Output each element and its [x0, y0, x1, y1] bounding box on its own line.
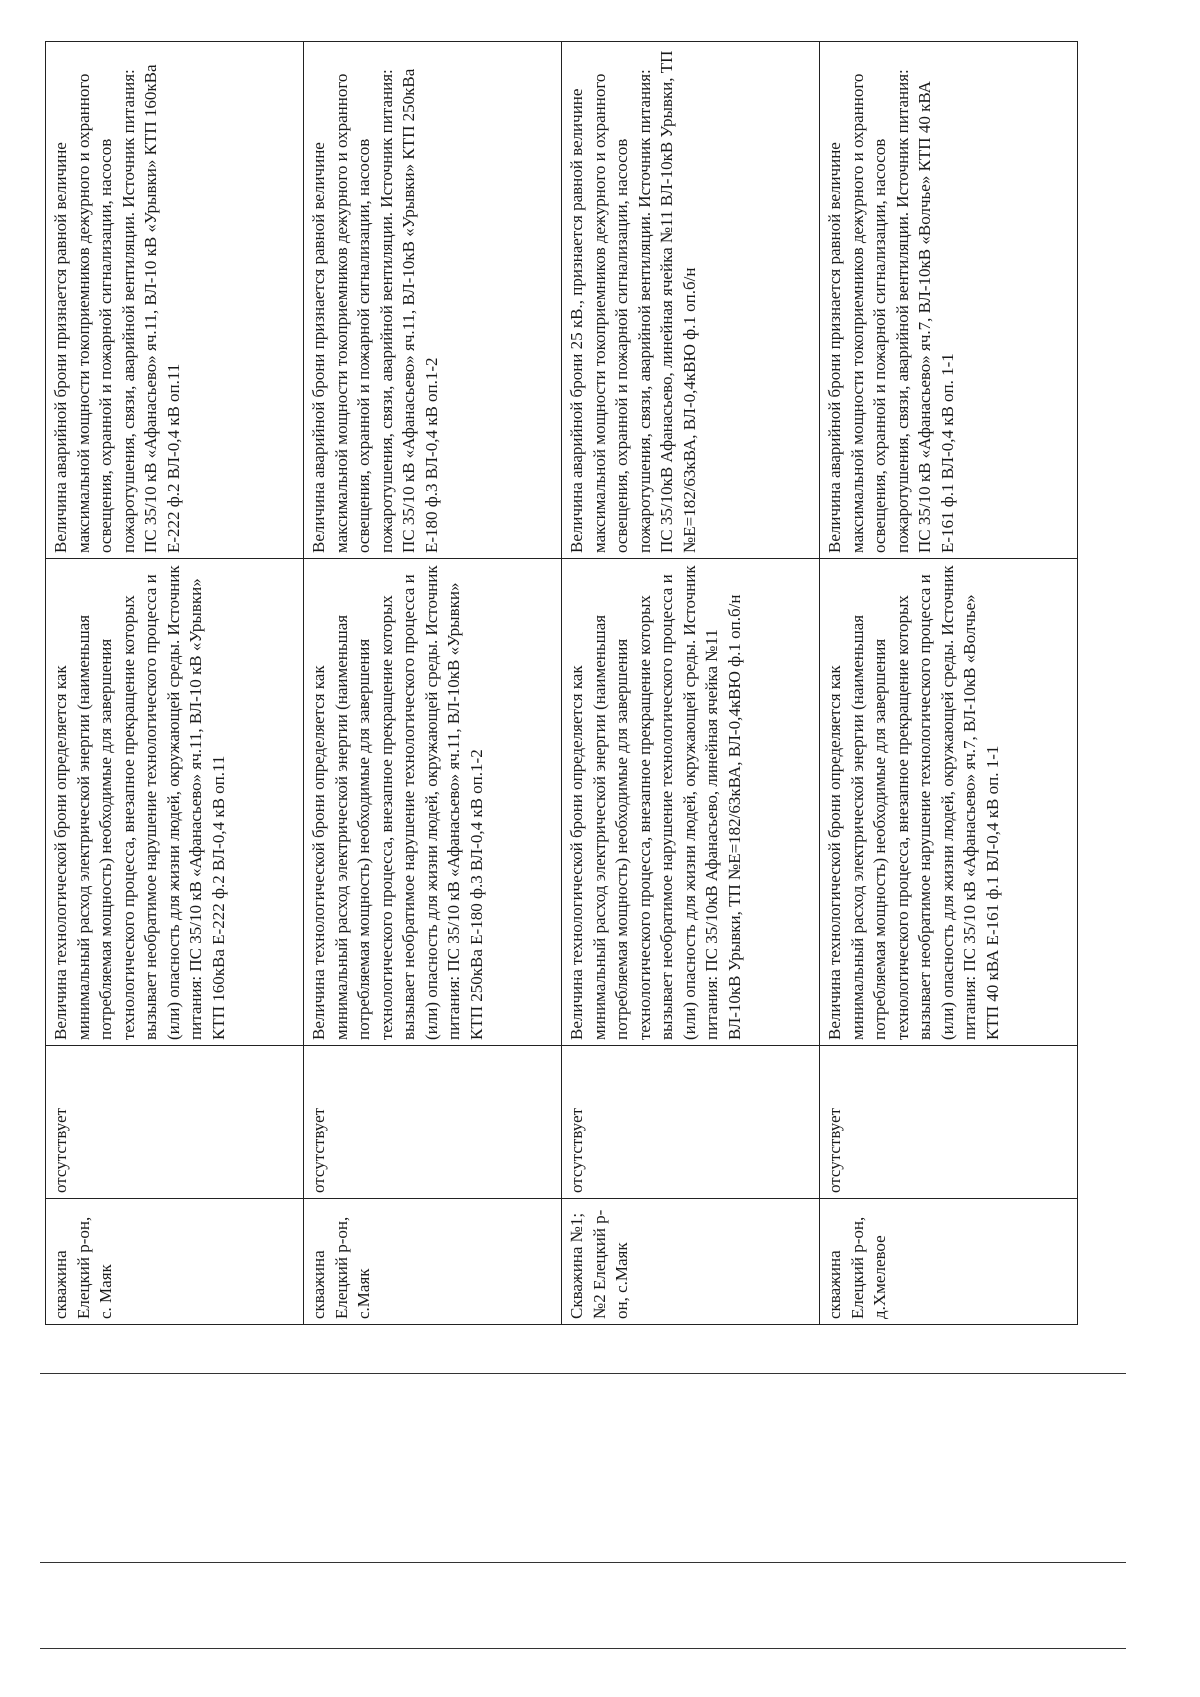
object-cell: скважина Елецкий р-он, с. Маяк — [46, 1199, 304, 1325]
tech-reserve-cell: Величина технологической брони определяется как минимальный расход электрической энергии (наименьшая потребляемая мощность) необходимые для завершения технологического процесса, внезапное прекращение которых вызывает необратимое нарушение технологического процесса и (или) опасность для жизни людей, окружающей среды. Источник питания: ПС 35/10кВ Афанасьево, линейная ячейка №11 ВЛ-10кВ Урывки, ТП №Е=182/63кВА, ВЛ-0,4кВЮ ф.1 оп.б/н — [562, 559, 820, 1046]
emergency-reserve-cell: Величина аварийной брони признается равной величине максимальной мощности токоприемников дежурного и охранного освещения, охранной и пожарной сигнализации, насосов пожаротушения, связи, аварийной вентиляции. Источник питания: ПС 35/10 кВ «Афанасьево» яч.11, ВЛ-10кВ «Урывки» КТП 250кВа Е-180 ф.3 ВЛ-0,4 кВ оп.1-2 — [304, 42, 562, 559]
power-reserve-table — [45, 41, 1078, 1325]
horizontal-rule — [40, 1648, 1126, 1649]
emergency-reserve-cell: Величина аварийной брони 25 кВ., признается равной величине максимальной мощности токоприемников дежурного и охранного освещения, охранной и пожарной сигнализации, насосов пожаротушения, связи, аварийной вентиляции. Источник питания: ПС 35/10кВ Афанасьево, линейная ячейка №11 ВЛ-10кВ Урывки, ТП №Е=182/63кВА, ВЛ-0,4кВЮ ф.1 оп.б/н — [562, 42, 820, 559]
emergency-level-cell: отсутствует — [562, 1046, 820, 1199]
emergency-level-cell: отсутствует — [304, 1046, 562, 1199]
object-cell: Скважина №1; №2 Елецкий р-он, с.Маяк — [562, 1199, 820, 1325]
horizontal-rule — [40, 1373, 1126, 1374]
table-row — [46, 42, 304, 1325]
emergency-reserve-cell: Величина аварийной брони признается равной величине максимальной мощности токоприемников дежурного и охранного освещения, охранной и пожарной сигнализации, насосов пожаротушения, связи, аварийной вентиляции. Источник питания: ПС 35/10 кВ «Афанасьево» яч.7, ВЛ-10кВ «Волчье» КТП 40 кВА Е-161 ф.1 ВЛ-0,4 кВ оп. 1-1 — [820, 42, 1078, 559]
object-cell: скважина Елецкий р-он, д.Хмелевое — [820, 1199, 1078, 1325]
emergency-level-cell: отсутствует — [46, 1046, 304, 1199]
tech-reserve-cell: Величина технологической брони определяется как минимальный расход электрической энергии (наименьшая потребляемая мощность) необходимые для завершения технологического процесса, внезапное прекращение которых вызывает необратимое нарушение технологического процесса и (или) опасность для жизни людей, окружающей среды. Источник питания: ПС 35/10 кВ «Афанасьево» яч.7, ВЛ-10кВ «Волчье» КТП 40 кВА Е-161 ф.1 ВЛ-0,4 кВ оп. 1-1 — [820, 559, 1078, 1046]
emergency-level-cell: отсутствует — [820, 1046, 1078, 1199]
table-row — [304, 42, 562, 1325]
object-cell: скважина Елецкий р-он, с.Маяк — [304, 1199, 562, 1325]
tech-reserve-cell: Величина технологической брони определяется как минимальный расход электрической энергии (наименьшая потребляемая мощность) необходимые для завершения технологического процесса, внезапное прекращение которых вызывает необратимое нарушение технологического процесса и (или) опасность для жизни людей, окружающей среды. Источник питания: ПС 35/10 кВ «Афанасьево» яч.11, ВЛ-10кВ «Урывки» КТП 250кВа Е-180 ф.3 ВЛ-0,4 кВ оп.1-2 — [304, 559, 562, 1046]
tech-reserve-cell: Величина технологической брони определяется как минимальный расход электрической энергии (наименьшая потребляемая мощность) необходимые для завершения технологического процесса, внезапное прекращение которых вызывает необратимое нарушение технологического процесса и (или) опасность для жизни людей, окружающей среды. Источник питания: ПС 35/10 кВ «Афанасьево» яч.11, ВЛ-10 кВ «Урывки» КТП 160кВа Е-222 ф.2 ВЛ-0,4 кВ оп.11 — [46, 559, 304, 1046]
table-row — [562, 42, 820, 1325]
horizontal-rule — [40, 1562, 1126, 1563]
emergency-reserve-cell: Величина аварийной брони признается равной величине максимальной мощности токоприемников дежурного и охранного освещения, охранной и пожарной сигнализации, насосов пожаротушения, связи, аварийной вентиляции. Источник питания: ПС 35/10 кВ «Афанасьево» яч.11, ВЛ-10 кВ «Урывки» КТП 160кВа Е-222 ф.2 ВЛ-0,4 кВ оп.11 — [46, 42, 304, 559]
table-row — [820, 42, 1078, 1325]
